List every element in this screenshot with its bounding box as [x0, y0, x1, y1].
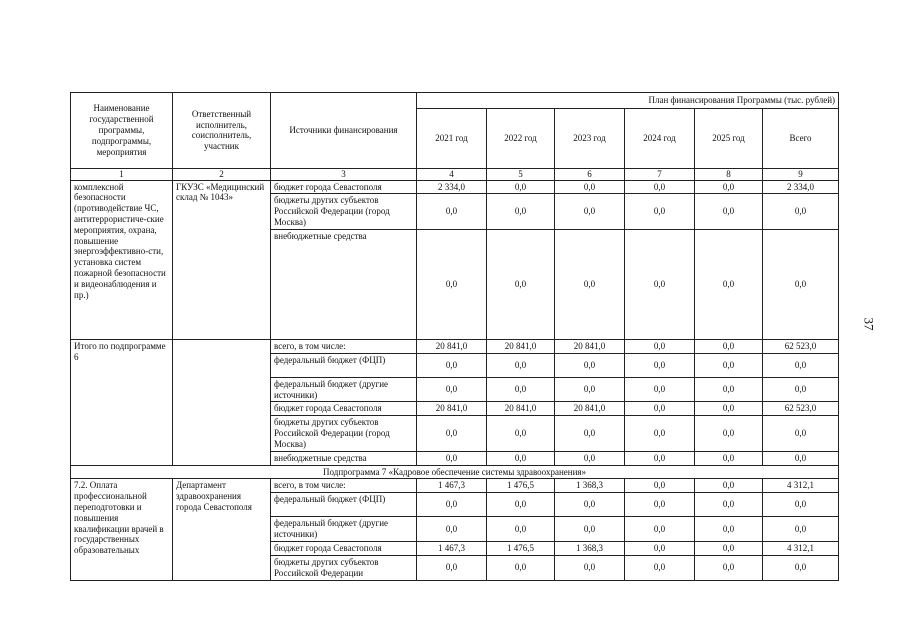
table-row: [71, 479, 839, 493]
year-value: 0,0: [625, 555, 695, 580]
year-value: 0,0: [417, 353, 487, 377]
funding-source: внебюджетные средства: [271, 451, 417, 465]
funding-source: всего, в том числе:: [271, 339, 417, 353]
year-value: 0,0: [555, 555, 625, 580]
year-value: 0,0: [625, 479, 695, 493]
year-value: 0,0: [625, 339, 695, 353]
funding-source: бюджеты других субъектов Российской Федерации (город Москва): [271, 194, 417, 229]
total-value: 62 523,0: [763, 402, 839, 416]
year-value: 0,0: [487, 194, 555, 229]
funding-source: федеральный бюджет (ФЦП): [271, 493, 417, 517]
year-value: 0,0: [487, 180, 555, 194]
item-executor: [173, 339, 271, 465]
year-value: 0,0: [695, 377, 763, 402]
funding-source: бюджеты других субъектов Российской Федерации (город Москва): [271, 416, 417, 451]
year-value: 0,0: [625, 402, 695, 416]
year-value: 0,0: [625, 451, 695, 465]
item-name: 7.2. Оплата профессиональной переподготовки и повышения квалификации врачей в государственных образовательных: [71, 479, 173, 580]
funding-source: бюджет города Севастополя: [271, 541, 417, 555]
subprogram-title-row: [71, 465, 839, 479]
year-value: 20 841,0: [487, 402, 555, 416]
total-value: 2 334,0: [763, 180, 839, 194]
item-name: комплексной безопасности (противодействие ЧС, антитеррористиче-ские мероприятия, охрана, повышение энергоэффективно-сти, установка систем пожарной безопасности и видеонаблюдения и пр.): [71, 180, 173, 339]
index-cell: 4: [417, 168, 487, 180]
year-value: 0,0: [417, 493, 487, 517]
subprogram-title: Подпрограмма 7 «Кадровое обеспечение системы здравоохранения»: [71, 465, 839, 479]
year-value: 0,0: [695, 229, 763, 339]
total-value: 62 523,0: [763, 339, 839, 353]
total-value: 0,0: [763, 194, 839, 229]
funding-source: бюджеты других субъектов Российской Федерации: [271, 555, 417, 580]
year-value: 1 368,3: [555, 479, 625, 493]
year-value: 0,0: [555, 194, 625, 229]
year-value: 0,0: [555, 353, 625, 377]
year-value: 0,0: [695, 339, 763, 353]
year-value: 0,0: [487, 377, 555, 402]
year-value: 20 841,0: [555, 339, 625, 353]
total-value: 0,0: [763, 377, 839, 402]
total-value: 0,0: [763, 451, 839, 465]
year-value: 0,0: [625, 541, 695, 555]
year-value: 0,0: [555, 451, 625, 465]
header-year: 2025 год: [695, 108, 763, 168]
header-source: Источники финансирования: [271, 93, 417, 169]
financing-table: [70, 92, 839, 581]
index-cell: 6: [555, 168, 625, 180]
year-value: 20 841,0: [487, 339, 555, 353]
year-value: 0,0: [625, 353, 695, 377]
year-value: 0,0: [625, 180, 695, 194]
total-value: 0,0: [763, 353, 839, 377]
header-year: 2022 год: [487, 108, 555, 168]
year-value: 0,0: [625, 517, 695, 542]
year-value: 1 476,5: [487, 541, 555, 555]
index-cell: 9: [763, 168, 839, 180]
table-row: [71, 339, 839, 353]
year-value: 1 368,3: [555, 541, 625, 555]
header-name: Наименование государственной программы, подпрограммы, мероприятия: [71, 93, 173, 169]
index-cell: 1: [71, 168, 173, 180]
funding-source: всего, в том числе:: [271, 479, 417, 493]
year-value: 0,0: [555, 229, 625, 339]
item-executor: Департамент здравоохранения города Севастополя: [173, 479, 271, 580]
page-number: 37: [861, 317, 877, 331]
total-value: 0,0: [763, 555, 839, 580]
year-value: 0,0: [417, 517, 487, 542]
index-cell: 7: [625, 168, 695, 180]
header-year: 2021 год: [417, 108, 487, 168]
year-value: 0,0: [417, 377, 487, 402]
year-value: 0,0: [695, 517, 763, 542]
index-cell: 2: [173, 168, 271, 180]
index-cell: 5: [487, 168, 555, 180]
funding-source: бюджет города Севастополя: [271, 402, 417, 416]
header-executor: Ответственный исполнитель, соисполнитель, участник: [173, 93, 271, 169]
year-value: 2 334,0: [417, 180, 487, 194]
year-value: 0,0: [695, 180, 763, 194]
year-value: 0,0: [487, 416, 555, 451]
year-value: 0,0: [555, 517, 625, 542]
year-value: 0,0: [555, 493, 625, 517]
year-value: 0,0: [695, 479, 763, 493]
index-row: [71, 168, 839, 180]
year-value: 0,0: [695, 416, 763, 451]
funding-source: бюджет города Севастополя: [271, 180, 417, 194]
year-value: 20 841,0: [555, 402, 625, 416]
total-value: 0,0: [763, 416, 839, 451]
year-value: 0,0: [487, 517, 555, 542]
index-cell: 8: [695, 168, 763, 180]
header-year: 2024 год: [625, 108, 695, 168]
header-year: 2023 год: [555, 108, 625, 168]
total-value: 0,0: [763, 517, 839, 542]
funding-source: федеральный бюджет (другие источники): [271, 377, 417, 402]
year-value: 0,0: [417, 194, 487, 229]
year-value: 0,0: [417, 451, 487, 465]
item-executor: ГКУЗС «Медицинский склад № 1043»: [173, 180, 271, 339]
year-value: 0,0: [555, 180, 625, 194]
index-cell: 3: [271, 168, 417, 180]
total-value: 0,0: [763, 229, 839, 339]
header-plan: План финансирования Программы (тыс. рублей): [417, 93, 839, 109]
total-value: 4 312,1: [763, 479, 839, 493]
year-value: 0,0: [487, 229, 555, 339]
year-value: 0,0: [417, 229, 487, 339]
year-value: 0,0: [695, 451, 763, 465]
year-value: 20 841,0: [417, 402, 487, 416]
total-value: 0,0: [763, 493, 839, 517]
year-value: 0,0: [555, 377, 625, 402]
year-value: 0,0: [625, 416, 695, 451]
year-value: 0,0: [555, 416, 625, 451]
year-value: 0,0: [695, 402, 763, 416]
year-value: 0,0: [695, 353, 763, 377]
year-value: 0,0: [487, 493, 555, 517]
year-value: 0,0: [487, 555, 555, 580]
year-value: 1 476,5: [487, 479, 555, 493]
year-value: 0,0: [417, 555, 487, 580]
funding-source: внебюджетные средства: [271, 229, 417, 339]
year-value: 0,0: [417, 416, 487, 451]
year-value: 0,0: [625, 229, 695, 339]
year-value: 0,0: [695, 555, 763, 580]
table-row: [71, 180, 839, 194]
year-value: 0,0: [695, 194, 763, 229]
funding-source: федеральный бюджет (ФЦП): [271, 353, 417, 377]
item-name: Итого по подпрограмме 6: [71, 339, 173, 465]
header-total: Всего: [763, 108, 839, 168]
year-value: 0,0: [625, 194, 695, 229]
year-value: 0,0: [695, 493, 763, 517]
year-value: 1 467,3: [417, 479, 487, 493]
year-value: 0,0: [695, 541, 763, 555]
total-value: 4 312,1: [763, 541, 839, 555]
year-value: 0,0: [625, 493, 695, 517]
year-value: 0,0: [487, 353, 555, 377]
funding-source: федеральный бюджет (другие источники): [271, 517, 417, 542]
year-value: 0,0: [625, 377, 695, 402]
year-value: 1 467,3: [417, 541, 487, 555]
year-value: 0,0: [487, 451, 555, 465]
year-value: 20 841,0: [417, 339, 487, 353]
